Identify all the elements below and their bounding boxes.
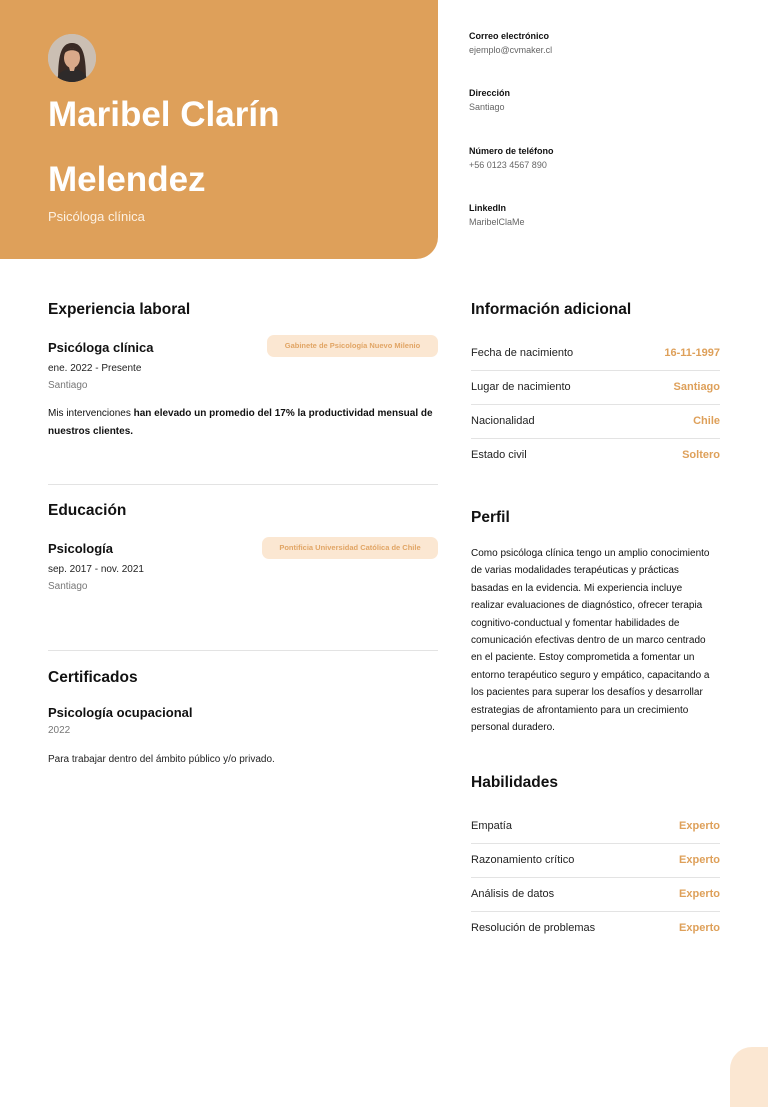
profile-line: entorno terapéutico seguro y empático, capacitando a [471,669,710,681]
section-divider [48,650,438,651]
profile-line: comunicación efectivas dentro de un marco centrado [471,635,706,647]
skill-level: Experto [679,854,720,866]
experience-job-title: Psicóloga clínica [48,340,154,355]
profile-line: realizar evaluaciones de diagnóstico, ofrecer terapia [471,600,703,612]
contact-value[interactable]: MaribelClaMe [469,217,525,227]
certificate-name: Psicología ocupacional [48,705,193,720]
profile-line: cognitivo-conductual y fomentar habilidades de [471,617,680,629]
contact-value[interactable]: +56 0123 4567 890 [469,160,547,170]
section-divider [48,484,438,485]
contact-label: LinkedIn [469,203,507,213]
section-title-education: Educación [48,502,127,519]
contact-value: Santiago [469,102,505,112]
info-value: Soltero [682,449,720,461]
section-title-certificates: Certificados [48,669,138,686]
profile-line: de varias modalidades terapéuticas y prácticas [471,565,679,577]
decorative-corner-shape [730,1047,768,1107]
info-key: Nacionalidad [471,415,535,427]
experience-description [48,405,440,441]
experience-desc-prefix: Mis intervenciones [48,408,134,419]
education-degree: Psicología [48,541,114,556]
info-value: 16-11-1997 [664,347,720,359]
skill-name: Razonamiento crítico [471,854,575,866]
profile-line: Como psicóloga clínica tengo un amplio conocimiento [471,548,710,559]
info-row-civil-status [471,439,720,473]
certificate-description: Para trabajar dentro del ámbito público y/o privado. [48,754,275,765]
contact-linkedin [469,202,729,228]
person-avatar-icon [48,34,96,82]
skill-row [471,912,720,946]
skill-level: Experto [679,820,720,832]
contact-phone [469,145,729,171]
institution-chip: Pontificia Universidad Católica de Chile [262,537,438,559]
skill-name: Resolución de problemas [471,922,596,934]
profile-text [471,545,723,736]
info-row-nationality [471,405,720,439]
contact-value[interactable]: ejemplo@cvmaker.cl [469,45,553,55]
section-title-skills: Habilidades [471,774,558,791]
skill-name: Empatía [471,820,512,832]
skill-name: Análisis de datos [471,888,555,900]
contact-label: Correo electrónico [469,31,550,41]
contact-label: Dirección [469,88,511,98]
job-title: Psicóloga clínica [48,209,145,224]
education-dates: sep. 2017 - nov. 2021 [48,564,144,575]
section-title-additional-info: Información adicional [471,301,632,318]
contact-label: Número de teléfono [469,146,554,156]
section-title-experience: Experiencia laboral [48,301,191,318]
skill-level: Experto [679,888,720,900]
info-key: Estado civil [471,449,527,461]
name-line-2: Melendez [48,160,206,199]
info-value: Santiago [673,381,720,393]
name-line-1: Maribel Clarín [48,95,280,134]
skill-row [471,878,720,912]
experience-desc-bold-1: han elevado un promedio del 17% la productividad mensual de [133,408,433,419]
contact-address [469,87,729,113]
profile-line: basadas en la evidencia. Mi experiencia incluye [471,582,683,594]
info-row-birthplace [471,371,720,405]
experience-dates: ene. 2022 - Presente [48,363,142,374]
info-row-birthdate [471,337,720,371]
profile-line: los pacientes para superar los desafíos y desarrollar [471,687,703,699]
profile-line: estrategias de afrontamiento para un crecimiento [471,704,689,716]
profile-line: personal duradero. [471,722,555,734]
experience-desc-bold-2: nuestros clientes. [48,426,134,437]
certificate-year: 2022 [48,725,71,736]
info-key: Fecha de nacimiento [471,347,574,359]
education-location: Santiago [48,581,88,592]
info-key: Lugar de nacimiento [471,381,571,393]
section-title-profile: Perfil [471,509,510,526]
profile-line: en el paciente. Estoy comprometida a fomentar un [471,652,695,664]
skill-row [471,844,720,878]
experience-location: Santiago [48,380,88,391]
company-chip: Gabinete de Psicología Nuevo Milenio [267,335,438,357]
skill-row [471,810,720,844]
contact-email [469,30,729,56]
skill-level: Experto [679,922,720,934]
info-value: Chile [693,415,720,427]
